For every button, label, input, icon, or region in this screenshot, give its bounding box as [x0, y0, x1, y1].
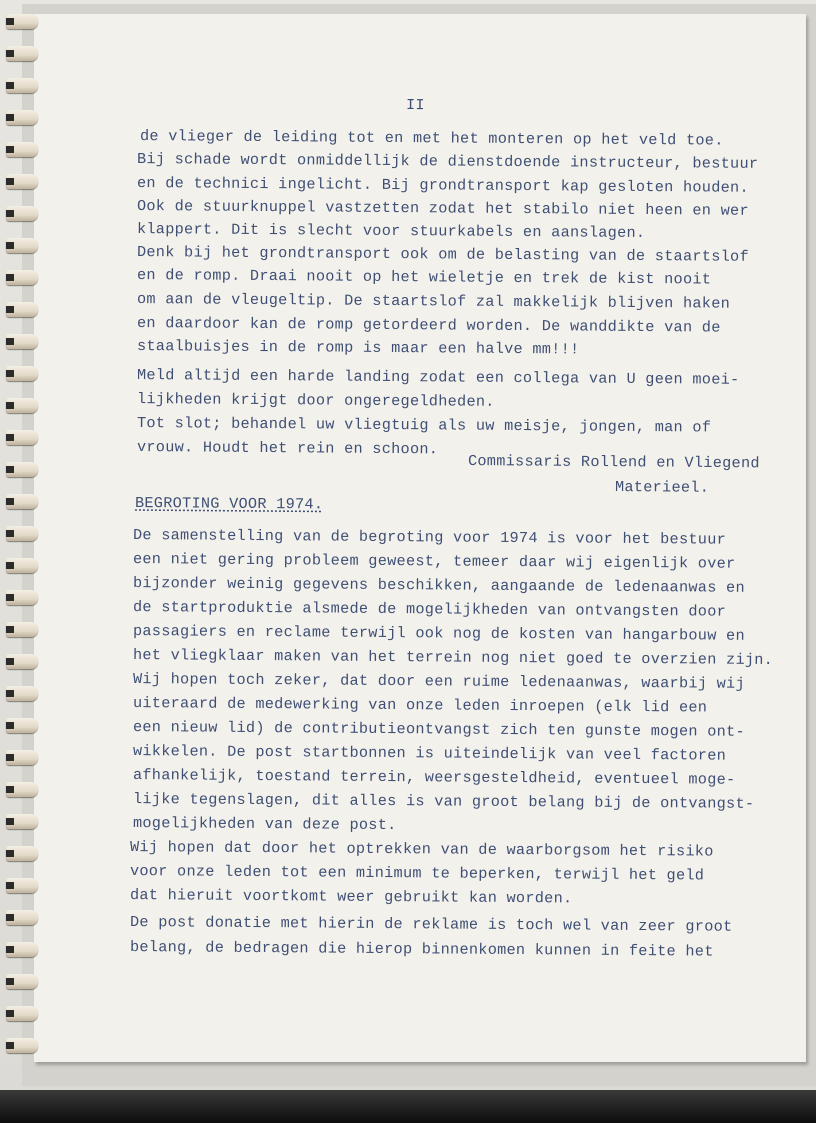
page-number: II	[405, 96, 425, 115]
signature-line: Materieel.	[614, 478, 710, 497]
text-line: en de romp. Draai nooit op het wieletje en trek de kist nooit	[136, 266, 712, 289]
section-heading: BEGROTING VOOR 1974.	[134, 494, 324, 514]
text-line: passagiers en reclame terwijl ook nog de kosten van hangarbouw en	[132, 622, 745, 645]
text-line: en daardoor kan de romp getordeerd worden. De wanddikte van de	[136, 314, 721, 337]
text-line: bijzonder weinig gegevens beschikken, aangaande de ledenaanwas en	[132, 574, 745, 597]
text-line: Meld altijd een harde landing zodat een collega van U geen moei-	[136, 366, 740, 389]
text-line: voor onze leden tot een minimum te beperken, terwijl het geld	[129, 862, 705, 885]
text-line: lijke tegenslagen, dit alles is van groot belang bij de ontvangst-	[132, 790, 755, 813]
text-line: Ook de stuurknuppel vastzetten zodat het stabilo niet heen en wer	[136, 197, 749, 220]
text-line: De post donatie met hierin de reklame is toch wel van zeer groot	[129, 913, 733, 936]
text-line: dat hieruit voortkomt weer gebruikt kan worden.	[129, 886, 573, 908]
text-line: Wij hopen toch zeker, dat door een ruime ledenaanwas, waarbij wij	[132, 670, 745, 693]
text-line: de vlieger de leiding tot en met het monteren op het veld toe.	[139, 127, 724, 150]
text-line: Wij hopen dat door het optrekken van de waarborgsom het risiko	[129, 838, 714, 861]
text-line: Denk bij het grondtransport ook om de belasting van de staartslof	[136, 243, 749, 266]
text-line: klappert. Dit is slecht voor stuurkabels en aanslagen.	[136, 220, 646, 242]
text-line: de startproduktie alsmede de mogelijkheden van ontvangsten door	[132, 598, 727, 621]
signature-line: Commissaris Rollend en Vliegend	[467, 452, 760, 473]
text-line: uiteraard de medewerking van onze leden inroepen (elk lid een	[132, 694, 708, 717]
text-line: het vliegklaar maken van het terrein nog niet goed te overzien zijn.	[132, 646, 774, 670]
text-line: De samenstelling van de begroting voor 1974 is voor het bestuur	[132, 526, 727, 549]
text-line: en de technici ingelicht. Bij grondtransport kap gesloten houden.	[136, 174, 749, 197]
text-line: om aan de vleugeltip. De staartslof zal makkelijk blijven haken	[136, 290, 731, 313]
text-line: lijkheden krijgt door ongeregeldheden.	[136, 390, 495, 411]
text-line: Tot slot; behandel uw vliegtuig als uw meisje, jongen, man of	[136, 414, 712, 437]
text-line: wikkelen. De post startbonnen is uiteindelijk van veel factoren	[132, 742, 727, 765]
text-line: afhankelijk, toestand terrein, weersgesteldheid, eventueel moge-	[132, 766, 736, 789]
text-line: een nieuw lid) de contributieontvangst zich ten gunste mogen ont-	[132, 718, 745, 741]
text-line: vrouw. Houdt het rein en schoon.	[136, 438, 439, 459]
text-line: mogelijkheden van deze post.	[132, 814, 397, 835]
text-line: een niet gering probleem geweest, temeer daar wij eigenlijk over	[132, 550, 736, 573]
text-line: Bij schade wordt onmiddellijk de dienstdoende instructeur, bestuur	[136, 150, 759, 173]
text-line: belang, de bedragen die hierop binnenkomen kunnen in feite het	[129, 938, 714, 961]
text-line: staalbuisjes in de romp is maar een halve mm!!!	[136, 337, 580, 359]
